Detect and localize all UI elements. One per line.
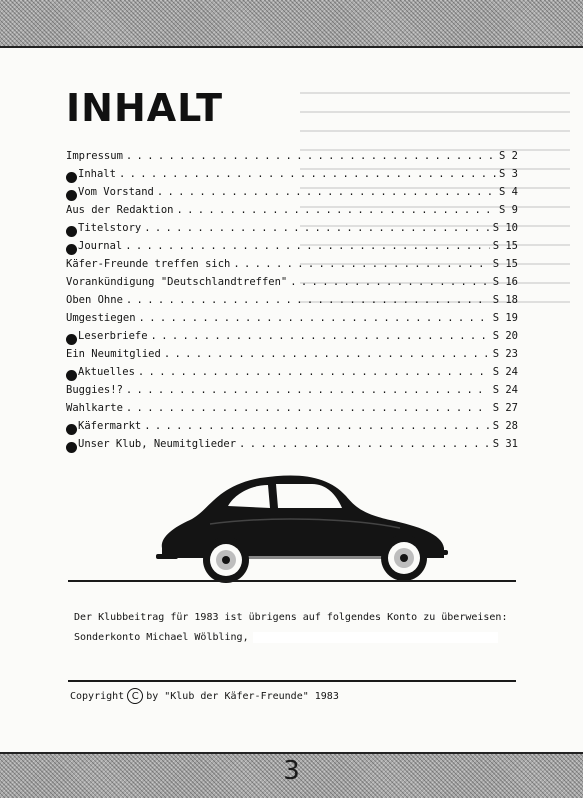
divider-top (68, 580, 516, 582)
bullet-icon (66, 334, 77, 345)
toc-entry (66, 186, 518, 204)
toc-leader-dots (290, 276, 489, 288)
bullet-icon (66, 424, 77, 435)
toc-entry (66, 348, 518, 366)
toc-leader-dots (126, 150, 496, 162)
toc-leader-dots (126, 402, 490, 414)
toc-entry-page: S 20 (492, 330, 518, 342)
toc-entry-page: S 16 (492, 276, 518, 288)
toc-leader-dots (239, 438, 490, 450)
bullet-icon (66, 190, 77, 201)
toc-entry-label: Käfer-Freunde treffen sich (66, 258, 231, 270)
toc-entry-page: S 3 (499, 168, 518, 180)
toc-entry (66, 240, 518, 258)
toc-entry-label: Wahlkarte (66, 402, 123, 414)
toc-entry (66, 150, 518, 168)
toc-entry-page: S 31 (492, 438, 518, 450)
toc-entry (66, 402, 518, 420)
toc-entry-label: Umgestiegen (66, 312, 136, 324)
toc-entry-page: S 10 (492, 222, 518, 234)
fee-line-2 (74, 628, 507, 648)
toc-leader-dots (157, 186, 496, 198)
toc-leader-dots (151, 330, 490, 342)
toc-entry-label: Ein Neumitglied (66, 348, 161, 360)
bullet-icon (66, 172, 77, 183)
toc-entry-page: S 9 (499, 204, 518, 216)
bullet-icon (66, 370, 77, 381)
toc-leader-dots (119, 168, 496, 180)
bullet-icon (66, 244, 77, 255)
toc-entry-page: S 15 (492, 240, 518, 252)
toc-entry-label: Vorankündigung "Deutschlandtreffen" (66, 276, 288, 288)
toc-entry-label: Aus der Redaktion (66, 204, 174, 216)
toc-entry-page: S 23 (492, 348, 518, 360)
toc-entry (66, 168, 518, 186)
toc-entry-page: S 19 (492, 312, 518, 324)
toc-entry (66, 366, 518, 384)
toc-entry-page: S 28 (492, 420, 518, 432)
toc-entry-page: S 27 (492, 402, 518, 414)
toc-entry-label: Käfermarkt (78, 420, 142, 432)
toc-entry-label: Journal (78, 240, 123, 252)
toc-entry-label: Leserbriefe (78, 330, 148, 342)
toc-entry-page: S 18 (492, 294, 518, 306)
toc-leader-dots (164, 348, 490, 360)
page-number: 3 (283, 756, 300, 786)
toc-entry (66, 438, 518, 456)
toc-entry (66, 330, 518, 348)
copyright-line (70, 688, 339, 704)
toc-leader-dots (126, 294, 490, 306)
divider-bottom (68, 680, 516, 682)
toc-entry (66, 258, 518, 276)
beetle-car-illustration (150, 468, 450, 583)
toc-entry-label: Inhalt (78, 168, 116, 180)
toc-entry-label: Impressum (66, 150, 123, 162)
toc-entry (66, 420, 518, 438)
toc-entry (66, 276, 518, 294)
toc-entry-label: Titelstory (78, 222, 142, 234)
toc-leader-dots (144, 420, 489, 432)
toc-entry (66, 312, 518, 330)
copyright-suffix: by "Klub der Käfer-Freunde" 1983 (146, 690, 339, 702)
toc-entry (66, 294, 518, 312)
toc-leader-dots (176, 204, 496, 216)
toc-leader-dots (125, 240, 489, 252)
toc-entry (66, 222, 518, 240)
toc-entry-page: S 24 (492, 384, 518, 396)
copyright-icon: C (127, 688, 143, 704)
toc-leader-dots (138, 366, 490, 378)
toc-entry (66, 204, 518, 222)
toc-entry-page: S 2 (499, 150, 518, 162)
toc-entry-label: Unser Klub, Neumitglieder (78, 438, 237, 450)
toc-leader-dots (144, 222, 489, 234)
toc-entry-page: S 15 (492, 258, 518, 270)
toc-entry (66, 384, 518, 402)
fee-line-1: Der Klubbeitrag für 1983 ist übrigens auf folgendes Konto zu überweisen: (74, 612, 508, 623)
account-holder: Sonderkonto Michael Wölbling, (74, 632, 249, 643)
redacted-area (253, 632, 498, 643)
toc-entry-label: Buggies!? (66, 384, 123, 396)
membership-fee-note (74, 608, 507, 648)
toc-entry-page: S 4 (499, 186, 518, 198)
toc-entry-page: S 24 (492, 366, 518, 378)
top-halftone-band (0, 0, 583, 48)
table-of-contents (66, 150, 518, 456)
toc-leader-dots (233, 258, 489, 270)
toc-entry-label: Aktuelles (78, 366, 135, 378)
copyright-prefix: Copyright (70, 690, 125, 702)
toc-entry-label: Oben Ohne (66, 294, 123, 306)
bullet-icon (66, 226, 77, 237)
toc-leader-dots (139, 312, 490, 324)
toc-leader-dots (126, 384, 490, 396)
bullet-icon (66, 442, 77, 453)
toc-entry-label: Vom Vorstand (78, 186, 154, 198)
page-title: INHALT (66, 86, 223, 130)
